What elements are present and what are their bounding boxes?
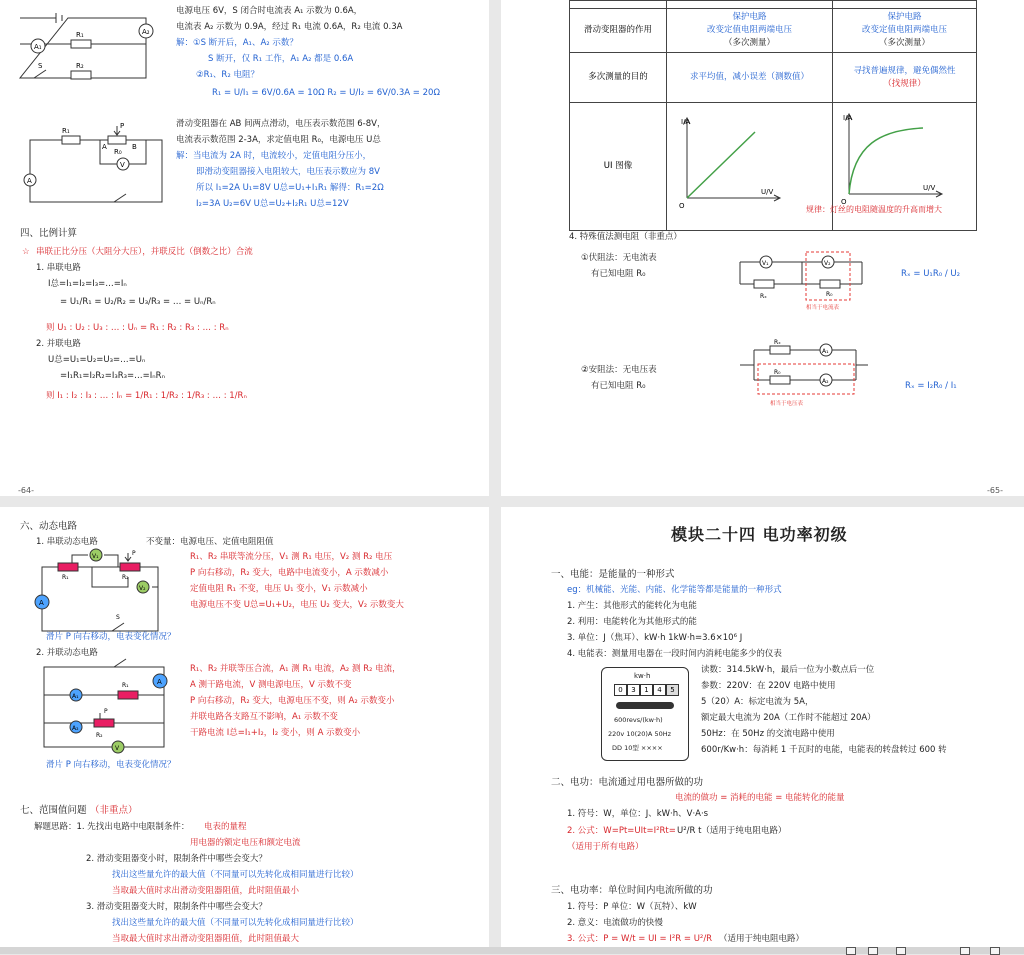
svg-text:A₁: A₁: [72, 693, 79, 700]
svg-text:相当于电流表: 相当于电流表: [806, 305, 840, 311]
ex1-line-2: 电流表 A₂ 示数为 0.9A，经过 R₁ 电流 0.6A，R₂ 电流 0.3A: [176, 22, 403, 32]
invariant-note: 不变量：电源电压、定值电阻阻值: [146, 537, 274, 547]
s-label: S: [38, 62, 43, 70]
page-66: [0, 507, 489, 947]
r0-label: R₀: [114, 148, 122, 156]
meter-digits: 0 3 1 4 5: [614, 684, 679, 696]
b-point-label: B: [132, 143, 137, 151]
method2-formula: Rₓ = I₂R₀ / I₁: [905, 381, 957, 391]
s1-l4: 4. 电能表：测量用电器在一段时间内消耗电能多少的仪表: [567, 649, 782, 659]
sec7-title-note: （非重点）: [90, 805, 138, 816]
ammeter-label: A: [27, 177, 32, 185]
series-line-3: 则 U₁ : U₂ : U₃ : … : Uₙ = R₁ : R₂ : R₃ : … : Rₙ: [46, 323, 229, 333]
svg-text:I/A: I/A: [681, 118, 691, 126]
s2-l2a: 2. 公式：W=Pt=UIt=I²Rt=: [567, 826, 676, 836]
energy-meter-icon: kw·h 0 3 1 4 5 600revs/(kw·h) 220v 10(20)A 50Hz DD 10型 ××××: [601, 667, 689, 761]
s3-l1: 1. 符号：P 单位：W（瓦特）、kW: [567, 902, 697, 912]
s1-l1: 1. 产生：其他形式的能转化为电能: [567, 601, 697, 611]
page-number-65: -65-: [987, 486, 1003, 495]
ui-graph-linear: [679, 118, 789, 208]
sec7-line-2-red: 当取最大值时求出滑动变阻器阻值，此时阻值最小: [112, 886, 300, 896]
ex1-line-6: R₁ = U/I₁ = 6V/0.6A = 10Ω R₂ = U/I₂ = 6V/0.3A = 20Ω: [212, 88, 440, 98]
page-number-64: -64-: [18, 486, 34, 495]
meter-note-6: 600r/Kw·h：每消耗 1 千瓦时的电能，电能表的转盘转过 600 转: [701, 745, 947, 755]
ex1-line-5: ②R₁、R₂ 电阻？: [196, 70, 259, 80]
svg-text:R₂: R₂: [122, 574, 129, 581]
series-dynamic-circuit: [28, 547, 178, 635]
series-dyn-line-4: 电源电压不变 U总=U₁+U₂，电压 U₂ 变大，V₂ 示数变大: [190, 600, 404, 610]
table-row: 滑动变阻器的作用 保护电路 改变定值电阻两端电压 （多次测量） 保护电路 改变定值电阻两端电压 （多次测量）: [570, 9, 977, 53]
sec4-title: 四、比例计算: [20, 228, 78, 239]
circuit-diagram-2: [22, 122, 172, 212]
sec7-title: 七、范围值问题: [20, 805, 87, 816]
s3-l3a: 3. 公式：P = W/t = UI = I²R = U²/R: [567, 934, 713, 944]
page-64: [0, 0, 489, 496]
voltmeter-label: V: [120, 161, 125, 169]
sec7-line-2-blue: 找出这些量允许的最大值（不同量可以先转化成相同量进行比较）: [112, 870, 359, 880]
circuit-volt-resistance: [736, 248, 876, 310]
series-dyn-question: 滑片 P 向右移动，电表变化情况？: [46, 632, 176, 642]
curve-rule: 规律：灯丝的电阻随温度的升高而增大: [806, 205, 942, 214]
ex1-line-1: 电源电压 6V，S 闭合时电流表 A₁ 示数为 0.6A，: [176, 6, 363, 16]
ex1-line-4: S 断开，仅 R₁ 工作，A₁ A₂ 都是 0.6A: [208, 54, 354, 64]
meter-disc: [616, 702, 674, 709]
sec7-line-3: 3. 滑动变阻器变大时，限制条件中哪些会变大？: [86, 902, 267, 912]
parallel-line-2: =I₁R₁=I₂R₂=I₃R₃=…=IₙRₙ: [60, 371, 165, 381]
method1-line-1: ①伏阻法：无电流表: [581, 253, 657, 263]
svg-text:V₂: V₂: [824, 260, 831, 267]
s2-red: 电流的做功 = 消耗的电能 = 电能转化的能量: [675, 793, 845, 803]
a2-label: A₂: [142, 28, 150, 36]
parallel-dyn-line-5: 干路电流 I总=I₁+I₂，I₂ 变小，则 A 示数变小: [190, 728, 361, 738]
p-label: P: [120, 122, 125, 130]
s2-l2b: U²/R t（适用于纯电阻电路）: [677, 826, 787, 836]
svg-text:R₀: R₀: [826, 291, 833, 298]
svg-text:V: V: [115, 745, 120, 752]
meter-note-3: 5（20）A：标定电流为 5A，: [701, 697, 814, 707]
s2-l2c: （适用于所有电路）: [567, 842, 644, 852]
sec6-title: 六、动态电路: [20, 521, 78, 532]
parallel-line-1: U总=U₁=U₂=U₃=…=Uₙ: [48, 355, 146, 365]
svg-text:U/V: U/V: [923, 184, 936, 192]
series-dyn-line-2: P 向右移动，R₂ 变大，电路中电流变小，A 示数减小: [190, 568, 389, 578]
meter-note-5: 50Hz：在 50Hz 的交流电路中使用: [701, 729, 835, 739]
sec4-title-65: 4. 特殊值法测电阻（非重点）: [569, 232, 682, 242]
svg-text:R₁: R₁: [122, 682, 129, 689]
sec7-idea: 解题思路：1. 先找出电路中电限制条件：: [34, 822, 190, 832]
svg-text:S: S: [116, 614, 120, 621]
a1-label: A₁: [34, 43, 42, 51]
svg-text:V₂: V₂: [139, 585, 146, 592]
ex2-line-1: 滑动变阻器在 AB 间两点滑动，电压表示数范围 6-8V，: [176, 119, 386, 129]
s1-l3: 3. 单位：J（焦耳）、kW·h 1kW·h=3.6×10⁶ J: [567, 633, 743, 643]
parallel-dyn-line-1: R₁、R₂ 并联等压合流，A₁ 测 R₁ 电流，A₂ 测 R₂ 电流，: [190, 664, 401, 674]
s1-eg: eg：机械能、光能、内能、化学能等都是能量的一种形式: [567, 585, 782, 595]
method2-line-2: 有已知电阻 R₀: [591, 381, 646, 391]
svg-text:P: P: [104, 708, 108, 715]
page-65: [501, 0, 1024, 496]
svg-text:A₂: A₂: [72, 725, 79, 732]
svg-text:O: O: [841, 198, 847, 206]
r1-label-2: R₁: [62, 127, 70, 135]
sec7-idea-red: 电表的量程: [204, 822, 247, 832]
row-head-2: 多次测量的目的: [570, 53, 667, 103]
method1-line-2: 有已知电阻 R₀: [591, 269, 646, 279]
method2-line-1: ②安阻法：无电压表: [581, 365, 657, 375]
meter-note-1: 读数：314.5kW·h，最后一位为小数点后一位: [701, 665, 875, 675]
series-dyn-line-1: R₁、R₂ 串联等流分压，V₁ 测 R₁ 电压，V₂ 测 R₂ 电压: [190, 552, 393, 562]
parallel-title: 2. 并联电路: [36, 339, 81, 349]
meter-note-4: 额定最大电流为 20A（工作时不能超过 20A）: [701, 713, 876, 723]
svg-text:Rₓ: Rₓ: [760, 293, 767, 300]
sec7-line-3-blue: 找出这些量允许的最大值（不同量可以先转化成相同量进行比较）: [112, 918, 359, 928]
svg-text:P: P: [132, 550, 136, 557]
ex2-line-2: 电流表示数范围 2-3A，求定值电阻 R₀，电源电压 U总: [176, 135, 381, 145]
circuit-amp-resistance: [736, 334, 876, 408]
svg-text:A: A: [39, 599, 44, 607]
sec7-line-3-red: 当取最大值时求出滑动变阻器阻值，此时阻值最大: [112, 934, 300, 944]
ex2-line-6: I₂=3A U₂=6V U总=U₂+I₂R₁ U总=12V: [196, 199, 349, 209]
parallel-line-3: 则 I₁ : I₂ : I₃ : … : Iₙ = 1/R₁ : 1/R₂ : 1/R₃ : … : 1/Rₙ: [46, 391, 247, 401]
s1-title: 一、电能：是能量的一种形式: [551, 569, 675, 580]
sec4-star-icon: ☆: [22, 247, 30, 257]
ex1-line-3: 解：①S 断开后，A₁、A₂ 示数？: [176, 38, 298, 48]
svg-text:R₀: R₀: [774, 369, 781, 376]
ex2-line-5: 所以 I₁=2A U₁=8V U总=U₁+I₁R₁ 解得：R₁=2Ω: [196, 183, 384, 193]
s1-l2: 2. 利用：电能转化为其他形式的能: [567, 617, 697, 627]
s2-title: 二、电功：电流通过用电器所做的功: [551, 777, 704, 788]
sec7-line-2: 2. 滑动变阻器变小时，限制条件中哪些会变大？: [86, 854, 267, 864]
parallel-dyn-line-2: A 测干路电流，V 测电源电压，V 示数不变: [190, 680, 352, 690]
table-row: 多次测量的目的 求平均值，减小误差（测数值） 寻找普遍规律，避免偶然性 （找规律）: [570, 53, 977, 103]
meter-note-2: 参数：220V：在 220V 电路中使用: [701, 681, 836, 691]
series-dyn-line-3: 定值电阻 R₁ 不变，电压 U₁ 变小，V₁ 示数减小: [190, 584, 368, 594]
svg-text:V₁: V₁: [762, 260, 769, 267]
r2-label: R₂: [76, 62, 84, 70]
parallel-dyn-question: 滑片 P 向右移动，电表变化情况？: [46, 760, 176, 770]
a-point-label: A: [102, 143, 107, 151]
sec4-star-note: 串联正比分压（大阻分大压），并联反比（倒数之比）合流: [36, 247, 253, 257]
parallel-dyn-line-3: P 向右移动，R₂ 变大，电源电压不变，则 A₂ 示数变小: [190, 696, 395, 706]
s2-l1: 1. 符号：W，单位：J、kW·h、V·A·s: [567, 809, 709, 819]
method1-formula: Rₓ = U₁R₀ / U₂: [901, 269, 961, 279]
ui-graph-curve: [841, 114, 971, 214]
svg-text:A: A: [157, 678, 162, 686]
svg-text:Rₓ: Rₓ: [774, 339, 781, 346]
svg-text:U/V: U/V: [761, 188, 774, 196]
svg-text:相当于电压表: 相当于电压表: [770, 401, 804, 407]
page-67: [501, 507, 1024, 947]
series-title: 1. 串联电路: [36, 263, 81, 273]
svg-text:R₁: R₁: [62, 574, 69, 581]
svg-text:I/A: I/A: [843, 114, 853, 122]
parallel-dyn-line-4: 并联电路各支路互不影响，A₁ 示数不变: [190, 712, 338, 722]
ex2-line-4: 即滑动变阻器接入电阻较大，电压表示数应为 8V: [196, 167, 380, 177]
series-line-2: = U₁/R₁ = U₂/R₂ = U₃/R₃ = … = Uₙ/Rₙ: [60, 297, 216, 307]
svg-text:A₁: A₁: [822, 348, 829, 355]
module-heading: 模块二十四 电功率初级: [671, 525, 848, 544]
ex2-line-3: 解：当电流为 2A 时，电流较小，定值电阻分压小，: [176, 151, 372, 161]
sec7-idea-red-2: 用电器的额定电压和额定电流: [190, 838, 301, 848]
s3-l3b: （适用于纯电阻电路）: [719, 934, 805, 944]
r1-label: R₁: [76, 31, 84, 39]
circuit-diagram-1: [16, 8, 176, 88]
row-head-3: UI 图像: [570, 103, 667, 231]
svg-text:O: O: [679, 202, 685, 210]
svg-text:A₂: A₂: [822, 378, 829, 385]
svg-text:R₂: R₂: [96, 732, 103, 739]
s3-title: 三、电功率：单位时间内电流所做的功: [551, 885, 713, 896]
parallel-dyn-title: 2. 并联动态电路: [36, 648, 98, 658]
row-head-1: 滑动变阻器的作用: [570, 9, 667, 53]
s3-l2: 2. 意义：电流做功的快慢: [567, 918, 663, 928]
svg-text:V₁: V₁: [92, 553, 99, 560]
parallel-dynamic-circuit: [30, 657, 180, 757]
series-line-1: I总=I₁=I₂=I₃=…=Iₙ: [48, 279, 127, 289]
series-dyn-title: 1. 串联动态电路: [36, 537, 98, 547]
